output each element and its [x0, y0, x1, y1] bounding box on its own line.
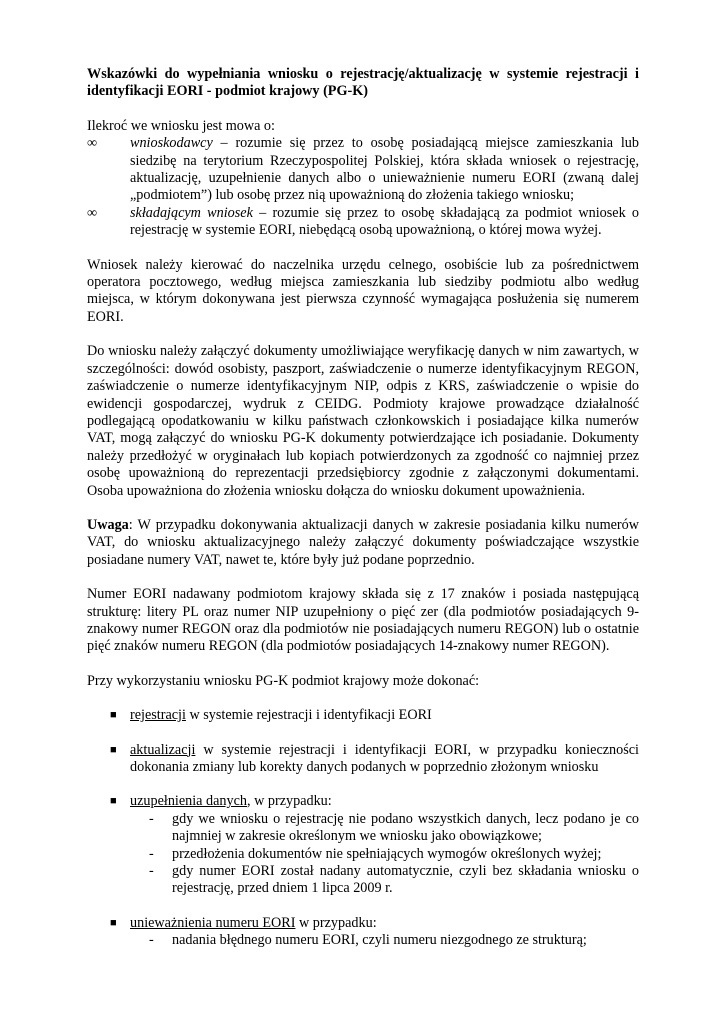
definition-item [87, 135, 639, 205]
sub-list-item [87, 863, 639, 898]
dash-bullet-icon: - [149, 863, 154, 880]
note-text: : W przypadku dokonywania aktualizacji danych w zakresie posiadania kilku numerów VAT, do wniosku aktualizacyjnego należy załączyć dokumenty poświadczające wszystkie posiadane numery VAT, nawet te, które były już podane poprzednio. [87, 516, 639, 568]
bullet-item-aktualizacja [87, 742, 639, 777]
square-bullet-icon: ■ [110, 916, 117, 929]
dash-bullet-icon: - [149, 932, 154, 949]
sub-list-item [87, 846, 639, 863]
document-title: Wskazówki do wypełniania wniosku o rejestrację/aktualizację w systemie rejestracji i identyfikacji EORI - podmiot krajowy (PG-K) [87, 66, 639, 100]
sub-list-text: przedłożenia dokumentów nie spełniających wymogów określonych wyżej; [172, 845, 602, 862]
link-uzupelnienia-danych[interactable]: uzupełnienia danych [130, 793, 247, 810]
definition-term: wnioskodawcy [130, 135, 213, 152]
infinity-bullet-icon: ∞ [87, 135, 98, 152]
square-bullet-icon: ■ [110, 709, 117, 722]
document-page [87, 66, 639, 950]
intro-text: Ilekroć we wniosku jest mowa o: [87, 117, 275, 134]
bullet-item-uzupelnienie [87, 793, 639, 810]
link-rejestracji[interactable]: rejestracji [130, 707, 186, 724]
link-aktualizacji[interactable]: aktualizacji [130, 741, 196, 758]
square-bullet-icon: ■ [110, 795, 117, 808]
paragraph-options-intro: Przy wykorzystaniu wniosku PG-K podmiot krajowy może dokonać: [87, 672, 480, 689]
paragraph-attachments: Do wniosku należy załączyć dokumenty umożliwiające weryfikację danych w nim zawartych, w szczególności: dowód osobisty, paszport, zaświadczenie o numerze identyfikacyjnym REGON, zaświadczenie o numerze identyfikacyjnym NIP, odpis z KRS, zaświadczenie o wpisie do ewidencji gospodarczej, wydruk z CEIDG. Podmioty krajowe prowadzące działalność podlegającą opodatkowaniu w kilku państwach członkowskich i posiadające kilka numerów VAT, mogą załączyć do wniosku PG-K dokumenty potwierdzające ich posiadanie. Dokumenty należy przedłożyć w oryginałach lub kopiach potwierdzonych za zgodność co najmniej przez osobę upoważnioną do reprezentacji przedsiębiorcy zgodnie z załączonymi dokumentami. Osoba upoważniona do złożenia wniosku dołącza do wniosku dokument upoważnienia. [87, 343, 639, 499]
definition-text: – rozumie się przez to osobę składającą za podmiot wniosek o rejestrację w systemie EORI, niebędącą osobą upoważnioną, o której mowa wyżej. [130, 204, 640, 239]
definition-text: – rozumie się przez to osobę posiadającą miejsce zamieszkania lub siedzibę na terytorium Rzeczypospolitej Polskiej, która składa wniosek o rejestrację, aktualizację, uzupełnienie danych albo o unieważnienie numeru EORI (zwaną dalej „podmiotem”) lub osobę przez nią upoważnioną do złożenia takiego wniosku; [130, 135, 639, 204]
sub-list-item [87, 811, 639, 846]
square-bullet-icon: ■ [110, 743, 117, 756]
bullet-text: w przypadku: [295, 914, 377, 931]
bullet-item-rejestracja [87, 707, 639, 724]
dash-bullet-icon: - [149, 845, 154, 862]
sub-list-text: gdy numer EORI został nadany automatycznie, czyli bez składania wniosku o rejestrację, przed dniem 1 lipca 2009 r. [172, 863, 639, 897]
dash-bullet-icon: - [149, 810, 154, 827]
paragraph-eori-structure: Numer EORI nadawany podmiotom krajowy składa się z 17 znaków i posiada następującą strukturę: litery PL oraz numer NIP uzupełniony o pięć zer (dla podmiotów posiadających 9-znakowy numer REGON oraz dla podmiotów nie posiadających numeru REGON) lub o ostatnie pięć znaków numeru REGON (dla podmiotów posiadających 14-znakowy numer REGON). [87, 586, 639, 655]
bullet-item-uniewaznienie [87, 915, 639, 932]
link-uniewaznienia-numeru-eori[interactable]: unieważnienia numeru EORI [130, 914, 296, 931]
paragraph-submission: Wniosek należy kierować do naczelnika urzędu celnego, osobiście lub za pośrednictwem operatora pocztowego, według miejsca zamieszkania lub siedziby podmiotu albo według miejsca, w którym dokonywana jest pierwsza czynność wymagająca posłużenia się numerem EORI. [87, 256, 639, 325]
bullet-text: w systemie rejestracji i identyfikacji EORI [185, 707, 432, 724]
sub-list-text: gdy we wniosku o rejestrację nie podano wszystkich danych, lecz podano je co najmniej w zakresie określonym we wniosku jako obowiązkowe; [172, 810, 639, 845]
sub-list-text: nadania błędnego numeru EORI, czyli numeru niezgodnego ze strukturą; [172, 932, 587, 949]
paragraph-note [87, 517, 639, 569]
bullet-text: w systemie rejestracji i identyfikacji EORI, w przypadku konieczności dokonania zmiany lub korekty danych podanych w poprzednio złożonym wniosku [130, 741, 639, 775]
definition-term: składającym wniosek [130, 204, 253, 221]
sub-list-item [87, 932, 639, 949]
infinity-bullet-icon: ∞ [87, 204, 98, 221]
bullet-text: , w przypadku: [247, 793, 332, 810]
note-label: Uwaga [87, 516, 129, 533]
definition-item [87, 205, 639, 240]
